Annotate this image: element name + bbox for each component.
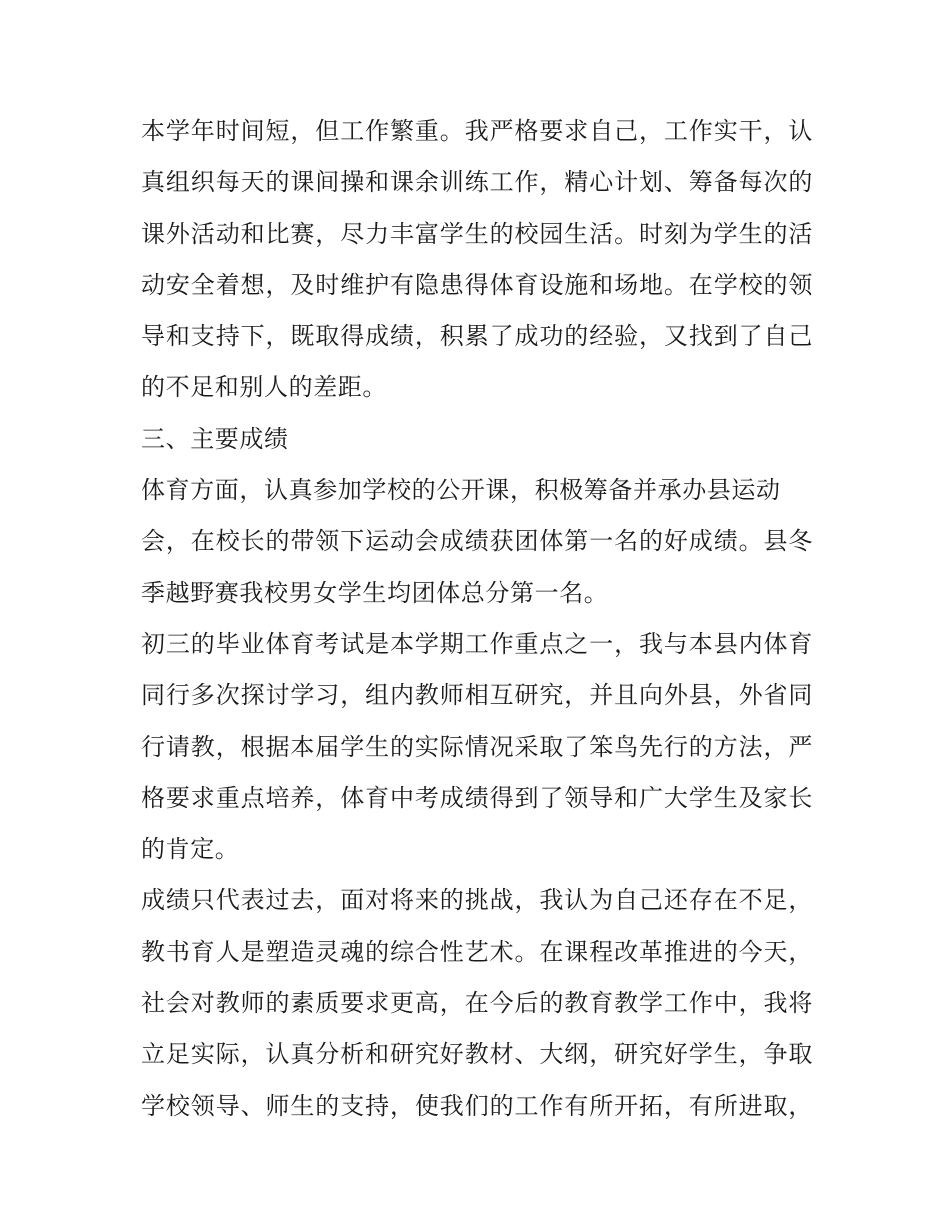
- text-line: 行请教，根据本届学生的实际情况采取了笨鸟先行的方法，严: [141, 732, 813, 761]
- text-line: 社会对教师的素质要求更高，在今后的教育教学工作中，我将: [141, 989, 813, 1018]
- text-line: 导和支持下，既取得成绩，积累了成功的经验，又找到了自己: [141, 322, 813, 351]
- document-body: [141, 106, 813, 1132]
- text-line: 会，在校长的带领下运动会成绩获团体第一名的好成绩。县冬: [141, 527, 813, 556]
- text-line: 的不足和别人的差距。: [141, 373, 387, 402]
- text-line: 真组织每天的课间操和课余训练工作，精心计划、筹备每次的: [141, 168, 813, 197]
- text-line: 同行多次探讨学习，组内教师相互研究，并且向外县，外省同: [141, 681, 813, 710]
- text-line: 成绩只代表过去，面对将来的挑战，我认为自己还存在不足，: [141, 886, 813, 915]
- text-line: 体育方面，认真参加学校的公开课，积极筹备并承办县运动: [141, 476, 781, 505]
- text-line: 教书育人是塑造灵魂的综合性艺术。在课程改革推进的今天，: [141, 937, 813, 966]
- text-line: 课外活动和比赛，尽力丰富学生的校园生活。时刻为学生的活: [141, 219, 813, 248]
- text-line: 格要求重点培养，体育中考成绩得到了领导和广大学生及家长: [141, 783, 813, 812]
- text-line: 初三的毕业体育考试是本学期工作重点之一，我与本县内体育: [141, 629, 813, 658]
- text-line: 季越野赛我校男女学生均团体总分第一名。: [141, 578, 609, 607]
- text-line: 立足实际，认真分析和研究好教材、大纲，研究好学生，争取: [141, 1040, 813, 1069]
- section-heading: 三、主要成绩: [141, 424, 289, 453]
- text-line: 的肯定。: [141, 835, 240, 864]
- text-line: 学校领导、师生的支持，使我们的工作有所开拓，有所进取，: [141, 1091, 813, 1120]
- text-line: 本学年时间短，但工作繁重。我严格要求自己，工作实干，认: [141, 117, 813, 145]
- text-line: 动安全着想，及时维护有隐患得体育设施和场地。在学校的领: [141, 270, 813, 299]
